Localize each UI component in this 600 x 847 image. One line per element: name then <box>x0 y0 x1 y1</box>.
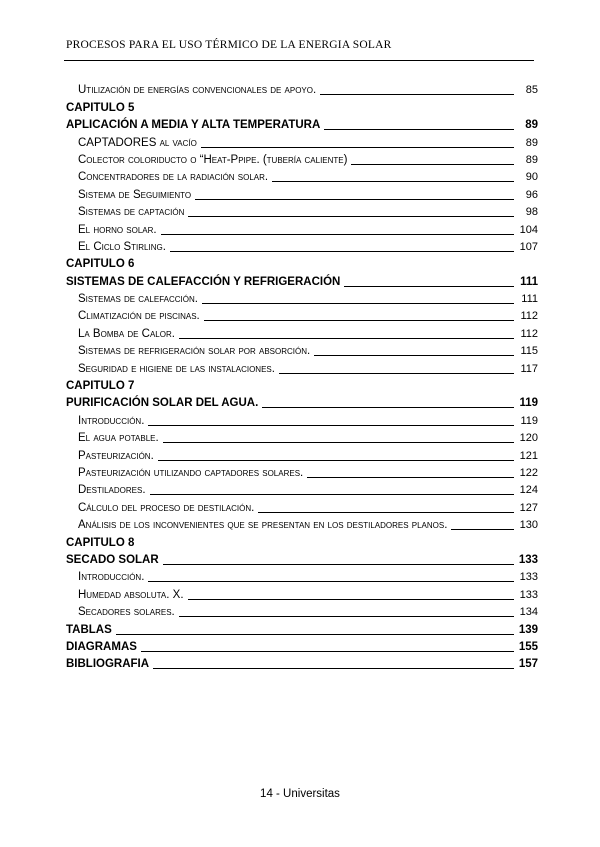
toc-leader-line <box>279 373 514 374</box>
toc-subentry <box>66 341 538 358</box>
toc-entry-text: CAPITULO 6 <box>66 258 135 271</box>
toc-chapter-entry <box>66 637 538 654</box>
toc-page-number: 89 <box>525 136 538 149</box>
toc-leader-line <box>258 512 514 513</box>
toc-subentry <box>66 515 538 532</box>
toc-leader-line <box>116 634 514 635</box>
toc-entry-text: La Bomba de Calor. <box>78 327 175 340</box>
toc-leader-line <box>195 199 514 200</box>
toc-subentry <box>66 445 538 462</box>
toc-entry-text: El horno solar. <box>78 223 157 236</box>
toc-subentry <box>66 463 538 480</box>
toc-leader-line <box>307 477 514 478</box>
toc-leader-line <box>170 251 514 252</box>
toc-leader-line <box>351 164 514 165</box>
toc-entry-text: Colector coloriducto o “Heat-Ppipe. (tubería caliente) <box>78 153 348 166</box>
toc-entry-text: Destiladores. <box>78 484 146 497</box>
toc-page-number: 133 <box>518 553 538 566</box>
toc-page-number: 127 <box>519 501 538 514</box>
toc-leader-line <box>262 407 514 408</box>
toc-entry-text: Introducción. <box>78 571 145 584</box>
toc-leader-line <box>320 94 514 95</box>
toc-subentry <box>66 306 538 323</box>
toc-subentry <box>66 219 538 236</box>
toc-page-number: 155 <box>518 640 538 653</box>
toc-subentry <box>66 584 538 601</box>
table-of-contents <box>66 80 538 671</box>
toc-leader-line <box>161 234 514 235</box>
header-rule <box>64 60 534 61</box>
toc-page-number: 121 <box>519 449 538 462</box>
toc-page-number: 119 <box>519 397 538 410</box>
toc-leader-line <box>201 147 514 148</box>
toc-chapter-entry <box>66 393 538 410</box>
toc-chapter-entry <box>66 550 538 567</box>
toc-leader-line <box>141 651 514 652</box>
toc-entry-text: DIAGRAMAS <box>66 640 137 653</box>
toc-subentry <box>66 289 538 306</box>
toc-leader-line <box>314 355 514 356</box>
toc-entry-text: El agua potable. <box>78 432 159 445</box>
toc-page-number: 112 <box>520 327 538 340</box>
toc-entry-text: Sistemas de refrigeración solar por absorción. <box>78 345 311 358</box>
toc-subentry <box>66 184 538 201</box>
toc-subentry <box>66 480 538 497</box>
toc-subentry <box>66 358 538 375</box>
toc-page-number: 133 <box>519 588 538 601</box>
toc-page-number: 107 <box>519 240 538 253</box>
toc-leader-line <box>179 338 514 339</box>
toc-leader-line <box>150 494 514 495</box>
toc-entry-text: Climatización de piscinas. <box>78 310 200 323</box>
toc-entry-text: Secadores solares. <box>78 606 175 619</box>
running-header: PROCESOS PARA EL USO TÉRMICO DE LA ENERGIA SOLAR <box>66 39 392 51</box>
toc-leader-line <box>158 460 514 461</box>
toc-leader-line <box>188 216 514 217</box>
toc-subentry <box>66 132 538 149</box>
toc-subentry <box>66 567 538 584</box>
toc-subentry <box>66 602 538 619</box>
toc-leader-line <box>451 529 514 530</box>
toc-subentry <box>66 428 538 445</box>
toc-leader-line <box>202 303 514 304</box>
toc-leader-line <box>163 442 514 443</box>
toc-page-number: 133 <box>519 571 538 584</box>
toc-chapter-heading <box>66 254 538 271</box>
toc-leader-line <box>324 129 514 130</box>
toc-page-number: 90 <box>525 171 538 184</box>
toc-entry-text: Humedad absoluta. X. <box>78 588 184 601</box>
toc-page-number: 89 <box>525 119 538 132</box>
toc-subentry <box>66 202 538 219</box>
toc-subentry <box>66 323 538 340</box>
toc-leader-line <box>148 581 514 582</box>
toc-page-number: 134 <box>519 606 538 619</box>
toc-subentry <box>66 497 538 514</box>
toc-entry-text: CAPITULO 8 <box>66 536 135 549</box>
toc-entry-text: Seguridad e higiene de las instalaciones. <box>78 362 275 375</box>
toc-page-number: 98 <box>525 206 538 219</box>
toc-chapter-entry <box>66 654 538 671</box>
toc-entry-text: SECADO SOLAR <box>66 553 159 566</box>
toc-entry-text: Sistemas de calefacción. <box>78 293 198 306</box>
toc-entry-text: Pasteurización. <box>78 449 154 462</box>
toc-chapter-entry <box>66 271 538 288</box>
toc-chapter-entry <box>66 619 538 636</box>
toc-page-number: 130 <box>519 519 538 532</box>
toc-page-number: 115 <box>520 345 538 358</box>
toc-entry-text: CAPITULO 7 <box>66 380 135 393</box>
toc-leader-line <box>188 599 514 600</box>
toc-subentry <box>66 150 538 167</box>
toc-entry-text: Utilización de energías convencionales de apoyo. <box>78 84 317 97</box>
toc-subentry <box>66 410 538 427</box>
toc-subentry <box>66 237 538 254</box>
toc-page-number: 111 <box>521 293 538 306</box>
toc-entry-text: PURIFICACIÓN SOLAR DEL AGUA. <box>66 397 259 410</box>
toc-page-number: 139 <box>518 623 538 636</box>
toc-page-number: 117 <box>520 362 538 375</box>
toc-entry-text: Sistemas de captación <box>78 206 185 219</box>
toc-leader-line <box>344 286 514 287</box>
toc-entry-text: Sistema de Seguimiento <box>78 188 192 201</box>
toc-chapter-entry <box>66 115 538 132</box>
toc-chapter-heading <box>66 532 538 549</box>
toc-subentry <box>66 80 538 97</box>
toc-entry-text: BIBLIOGRAFIA <box>66 658 150 671</box>
toc-leader-line <box>179 616 514 617</box>
toc-page-number: 104 <box>519 223 538 236</box>
toc-page-number: 120 <box>519 432 538 445</box>
toc-page-number: 119 <box>520 414 538 427</box>
toc-leader-line <box>163 564 514 565</box>
toc-leader-line <box>153 668 514 669</box>
toc-chapter-heading <box>66 97 538 114</box>
toc-entry-text: El Ciclo Stirling. <box>78 240 166 253</box>
toc-chapter-heading <box>66 376 538 393</box>
toc-page-number: 85 <box>525 84 538 97</box>
toc-page-number: 89 <box>525 153 538 166</box>
toc-entry-text: Cálculo del proceso de destilación. <box>78 501 255 514</box>
toc-entry-text: CAPITULO 5 <box>66 101 135 114</box>
page-footer: 14 - Universitas <box>260 788 340 800</box>
toc-page-number: 111 <box>520 275 538 288</box>
toc-page-number: 112 <box>520 310 538 323</box>
toc-page-number: 96 <box>525 188 538 201</box>
toc-entry-text: SISTEMAS DE CALEFACCIÓN Y REFRIGERACIÓN <box>66 275 341 288</box>
toc-leader-line <box>204 320 514 321</box>
toc-leader-line <box>148 425 514 426</box>
toc-subentry <box>66 167 538 184</box>
toc-page-number: 122 <box>519 466 538 479</box>
toc-entry-text: Introducción. <box>78 414 145 427</box>
toc-entry-text: Análisis de los inconvenientes que se presentan en los destiladores planos. <box>78 519 448 532</box>
toc-entry-text: APLICACIÓN A MEDIA Y ALTA TEMPERATURA <box>66 119 321 132</box>
toc-page-number: 124 <box>519 484 538 497</box>
toc-leader-line <box>272 181 514 182</box>
toc-entry-text: Concentradores de la radiación solar. <box>78 171 269 184</box>
toc-entry-text: CAPTADORES al vacío <box>78 136 197 149</box>
toc-page-number: 157 <box>518 658 538 671</box>
toc-entry-text: TABLAS <box>66 623 112 636</box>
toc-entry-text: Pasteurización utilizando captadores solares. <box>78 466 304 479</box>
